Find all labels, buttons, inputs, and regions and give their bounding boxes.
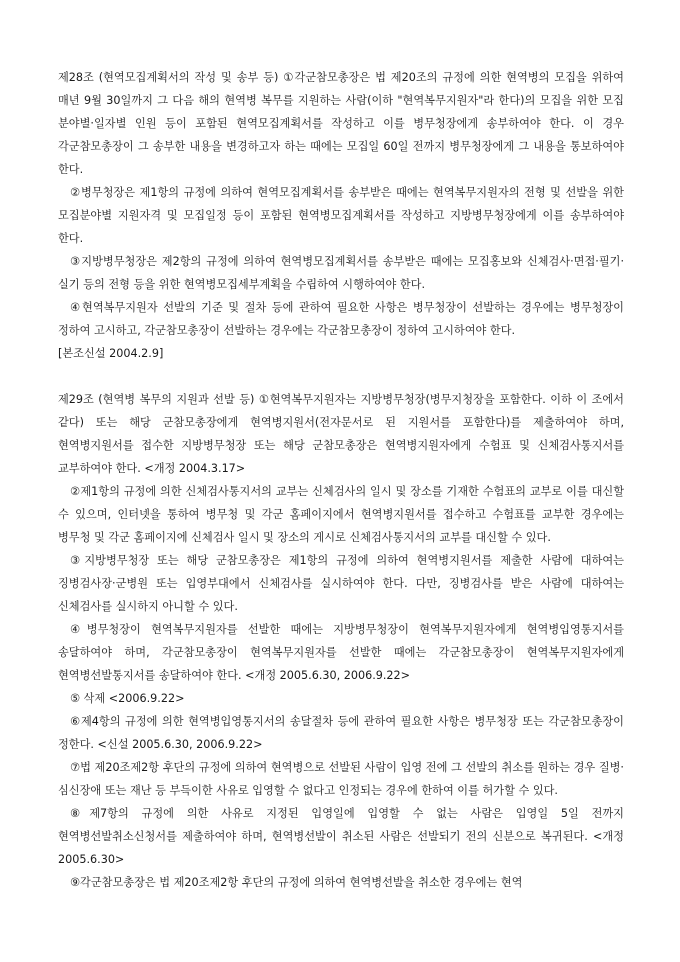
article-29-paragraph-1: 제29조 (현역병 복무의 지원과 선발 등) ①현역복무지원자는 지방병무청장(병무지청장을 포함한다. 이하 이 조에서 같다) 또는 해당 군참모총장에게 현역병지원서(전자문서로 된 지원서를 포함한다)를 제출하여야 하며, 현역병지원서를 접수한 지방병무청장 또는 해당 군참모총장은 현역병지원자에게 수험표 및 신체검사통지서를 교부하여야 한다. <개정 2004.3.17>: [58, 393, 624, 475]
article-28-paragraph-1: 제28조 (현역모집계획서의 작성 및 송부 등) ①각군참모총장은 법 제20조의 규정에 의한 현역병의 모집을 위하여 매년 9월 30일까지 그 다음 해의 현역병 복무를 지원하는 사람(이하 "현역복무지원자"라 한다)의 모집을 위한 모집 분야별·일자별 인원 등이 포함된 현역모집계획서를 작성하고 이를 병무청장에게 송부하여야 한다. 이 경우 각군참모총장이 그 송부한 내용을 변경하고자 하는 때에는 모집일 60일 전까지 병무청장에게 그 내용을 통보하여야 한다.: [58, 71, 624, 176]
document-page: [58, 66, 624, 894]
article-28-paragraph-3: ③지방병무청장은 제2항의 규정에 의하여 현역병모집계획서를 송부받은 때에는 모집홍보와 신체검사·면접·필기·실기 등의 전형 등을 위한 현역병모집세부계획을 수립하여 시행하여야 한다.: [58, 255, 624, 291]
article-29-paragraph-2: ②제1항의 규정에 의한 신체검사통지서의 교부는 신체검사의 일시 및 장소를 기재한 수험표의 교부로 이를 대신할 수 있으며, 인터넷을 통하여 병무청 및 각군 홈페이지에서 현역병지원서를 접수하고 수험표를 교부한 경우에는 병무청 및 각군 홈페이지에 신체검사 일시 및 장소의 게시로 신체검사통지서의 교부를 대신할 수 있다.: [58, 485, 624, 544]
article-29-paragraph-5: ⑤ 삭제 <2006.9.22>: [70, 692, 185, 705]
section-gap: [58, 365, 624, 388]
article-28: [58, 66, 624, 365]
article-28-paragraph-4: ④현역복무지원자 선발의 기준 및 절차 등에 관하여 필요한 사항은 병무청장이 선발하는 경우에는 병무청장이 정하여 고시하고, 각군참모총장이 선발하는 경우에는 각군참모총장이 정하여 고시하여야 한다.: [58, 301, 624, 337]
article-29-paragraph-7: ⑦법 제20조제2항 후단의 규정에 의하여 현역병으로 선발된 사람이 입영 전에 그 선발의 취소를 원하는 경우 질병·심신장애 또는 재난 등 부득이한 사유로 입영할 수 없다고 인정되는 경우에 한하여 이를 허가할 수 있다.: [58, 761, 624, 797]
article-29-paragraph-4: ④병무청장이 현역복무지원자를 선발한 때에는 지방병무청장이 현역복무지원자에게 현역병입영통지서를 송달하여야 하며, 각군참모총장이 현역복무지원자를 선발한 때에는 각군참모총장이 현역복무지원자에게 현역병선발통지서를 송달하여야 한다. <개정 2005.6.30, 2006.9.22>: [58, 623, 624, 682]
article-29: [58, 388, 624, 894]
article-28-enactment-note: [본조신설 2004.2.9]: [58, 347, 164, 360]
article-29-paragraph-8: ⑧제7항의 규정에 의한 사유로 지정된 입영일에 입영할 수 없는 사람은 입영일 5일 전까지 현역병선발취소신청서를 제출하여야 하며, 현역병선발이 취소된 사람은 선발되기 전의 신분으로 복귀된다. <개정 2005.6.30>: [58, 807, 624, 866]
article-29-paragraph-3: ③지방병무청장 또는 해당 군참모총장은 제1항의 규정에 의하여 현역병지원서를 제출한 사람에 대하여는 징병검사장·군병원 또는 입영부대에서 신체검사를 실시하여야 한다. 다만, 징병검사를 받은 사람에 대하여는 신체검사를 실시하지 아니할 수 있다.: [58, 554, 624, 613]
article-29-paragraph-9: ⑨각군참모총장은 법 제20조제2항 후단의 규정에 의하여 현역병선발을 취소한 경우에는 현역: [70, 876, 523, 889]
article-28-paragraph-2: ②병무청장은 제1항의 규정에 의하여 현역모집계획서를 송부받은 때에는 현역복무지원자의 전형 및 선발을 위한 모집분야별 지원자격 및 모집일정 등이 포함된 현역병모집계획서를 작성하고 지방병무청장에게 이를 송부하여야 한다.: [58, 186, 624, 245]
article-29-paragraph-6: ⑥제4항의 규정에 의한 현역병입영통지서의 송달절차 등에 관하여 필요한 사항은 병무청장 또는 각군참모총장이 정한다. <신설 2005.6.30, 2006.9.22>: [58, 715, 624, 751]
